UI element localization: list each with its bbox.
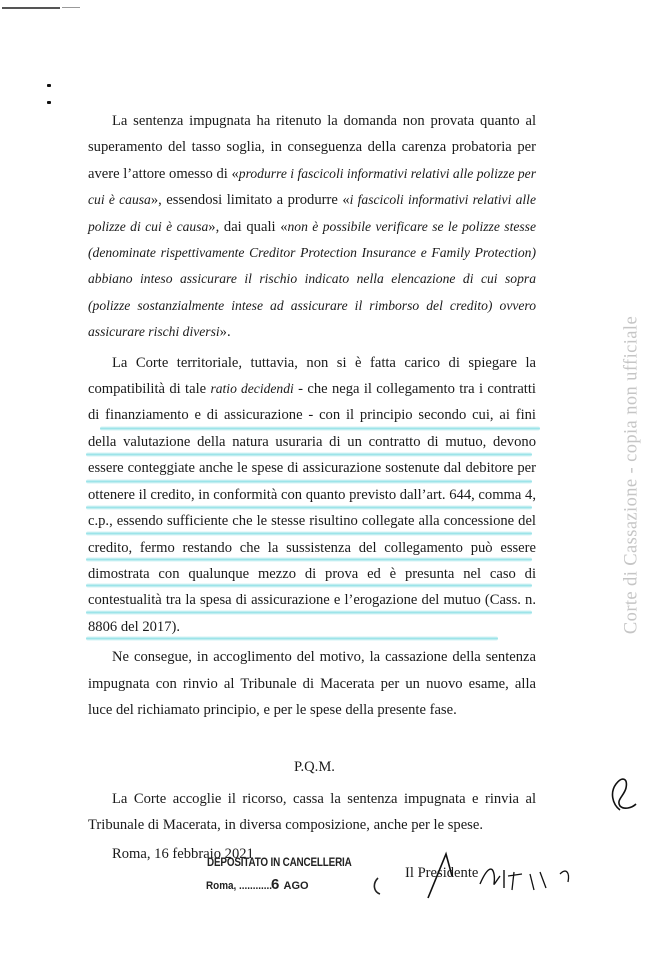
margin-mark: [47, 84, 51, 87]
president-signature: [400, 850, 580, 900]
top-rule-fragment: [62, 7, 80, 8]
decision-paragraph: La Corte accoglie il ricorso, cassa la sentenza impugnata e rinvia al Tribunale di Macerata, in diversa composizione, anche per le spese.: [88, 791, 536, 834]
top-rule: [2, 7, 60, 9]
margin-mark: [47, 101, 51, 104]
handwritten-mark: [370, 872, 400, 902]
paragraph-1: La sentenza impugnata ha ritenuto la domanda non provata quanto al superamento del tasso soglia, in conseguenza della carenza probatoria per avere l’attore omesso di «produrre i fascicoli informativi relativi alle polizze per cui è causa», essendosi limitato a produrre «i fascicoli informativi relativi alle polizze di cui è causa», dai quali «non è possibile verificare se le polizze stesse (denominate rispettivamente Creditor Protection Insurance e Family Protection) abbiano inteso assicurare il rischio indicato nella elencazione di cui sopra (polizze sostanzialmente intese ad assicurare il rimborso del credito) ovvero assicurare rischi diversi».: [88, 113, 537, 341]
stamp-date: [271, 876, 309, 893]
paragraph-2: La Corte territoriale, tuttavia, non si è fatta carico di spiegare la compatibilità di tale ratio decidendi - che nega il collegamento tra i contratti di finanziamento e di assicurazione - con il principio secondo cui, ai fini della valutazione della natura usuraria di un contratto di mutuo, devono essere conteggiate anche le spese di assicurazione sostenute dal debitore per ottenere il credito, in conformità con quanto previsto dall’art. 644, comma 4, c.p., essendo sufficiente che le stesse risultino collegate alla concessione del credito, fermo restando che la sussistenza del collegamento può essere dimostrata con qualunque mezzo di prova ed è presunta nel caso di contestualità tra la spesa di assicurazione e l’erogazione del mutuo (Cass. n. 8806 del 2017).: [88, 354, 536, 635]
president-label: Il Presidente: [405, 865, 479, 881]
stamp-place: Roma, ............: [206, 880, 273, 892]
stamp-deposit-label: DEPOSITATO IN CANCELLERIA: [207, 857, 352, 869]
paragraph-3: Ne consegue, in accoglimento del motivo, la cassazione della sentenza impugnata con rinvio al Tribunale di Macerata per un nuovo esame, alla luce del richiamato principio, e per le spese della presente fase.: [88, 649, 536, 718]
stamp-day: 6: [271, 876, 280, 893]
stamp-month: AGO: [283, 880, 309, 892]
watermark: Corte di Cassazione - copia non ufficiale: [621, 315, 642, 635]
judgment-body: [88, 108, 536, 727]
section-heading: P.Q.M.: [294, 759, 335, 775]
margin-initial: [604, 770, 640, 814]
place-date: Roma, 16 febbraio 2021: [112, 846, 254, 862]
